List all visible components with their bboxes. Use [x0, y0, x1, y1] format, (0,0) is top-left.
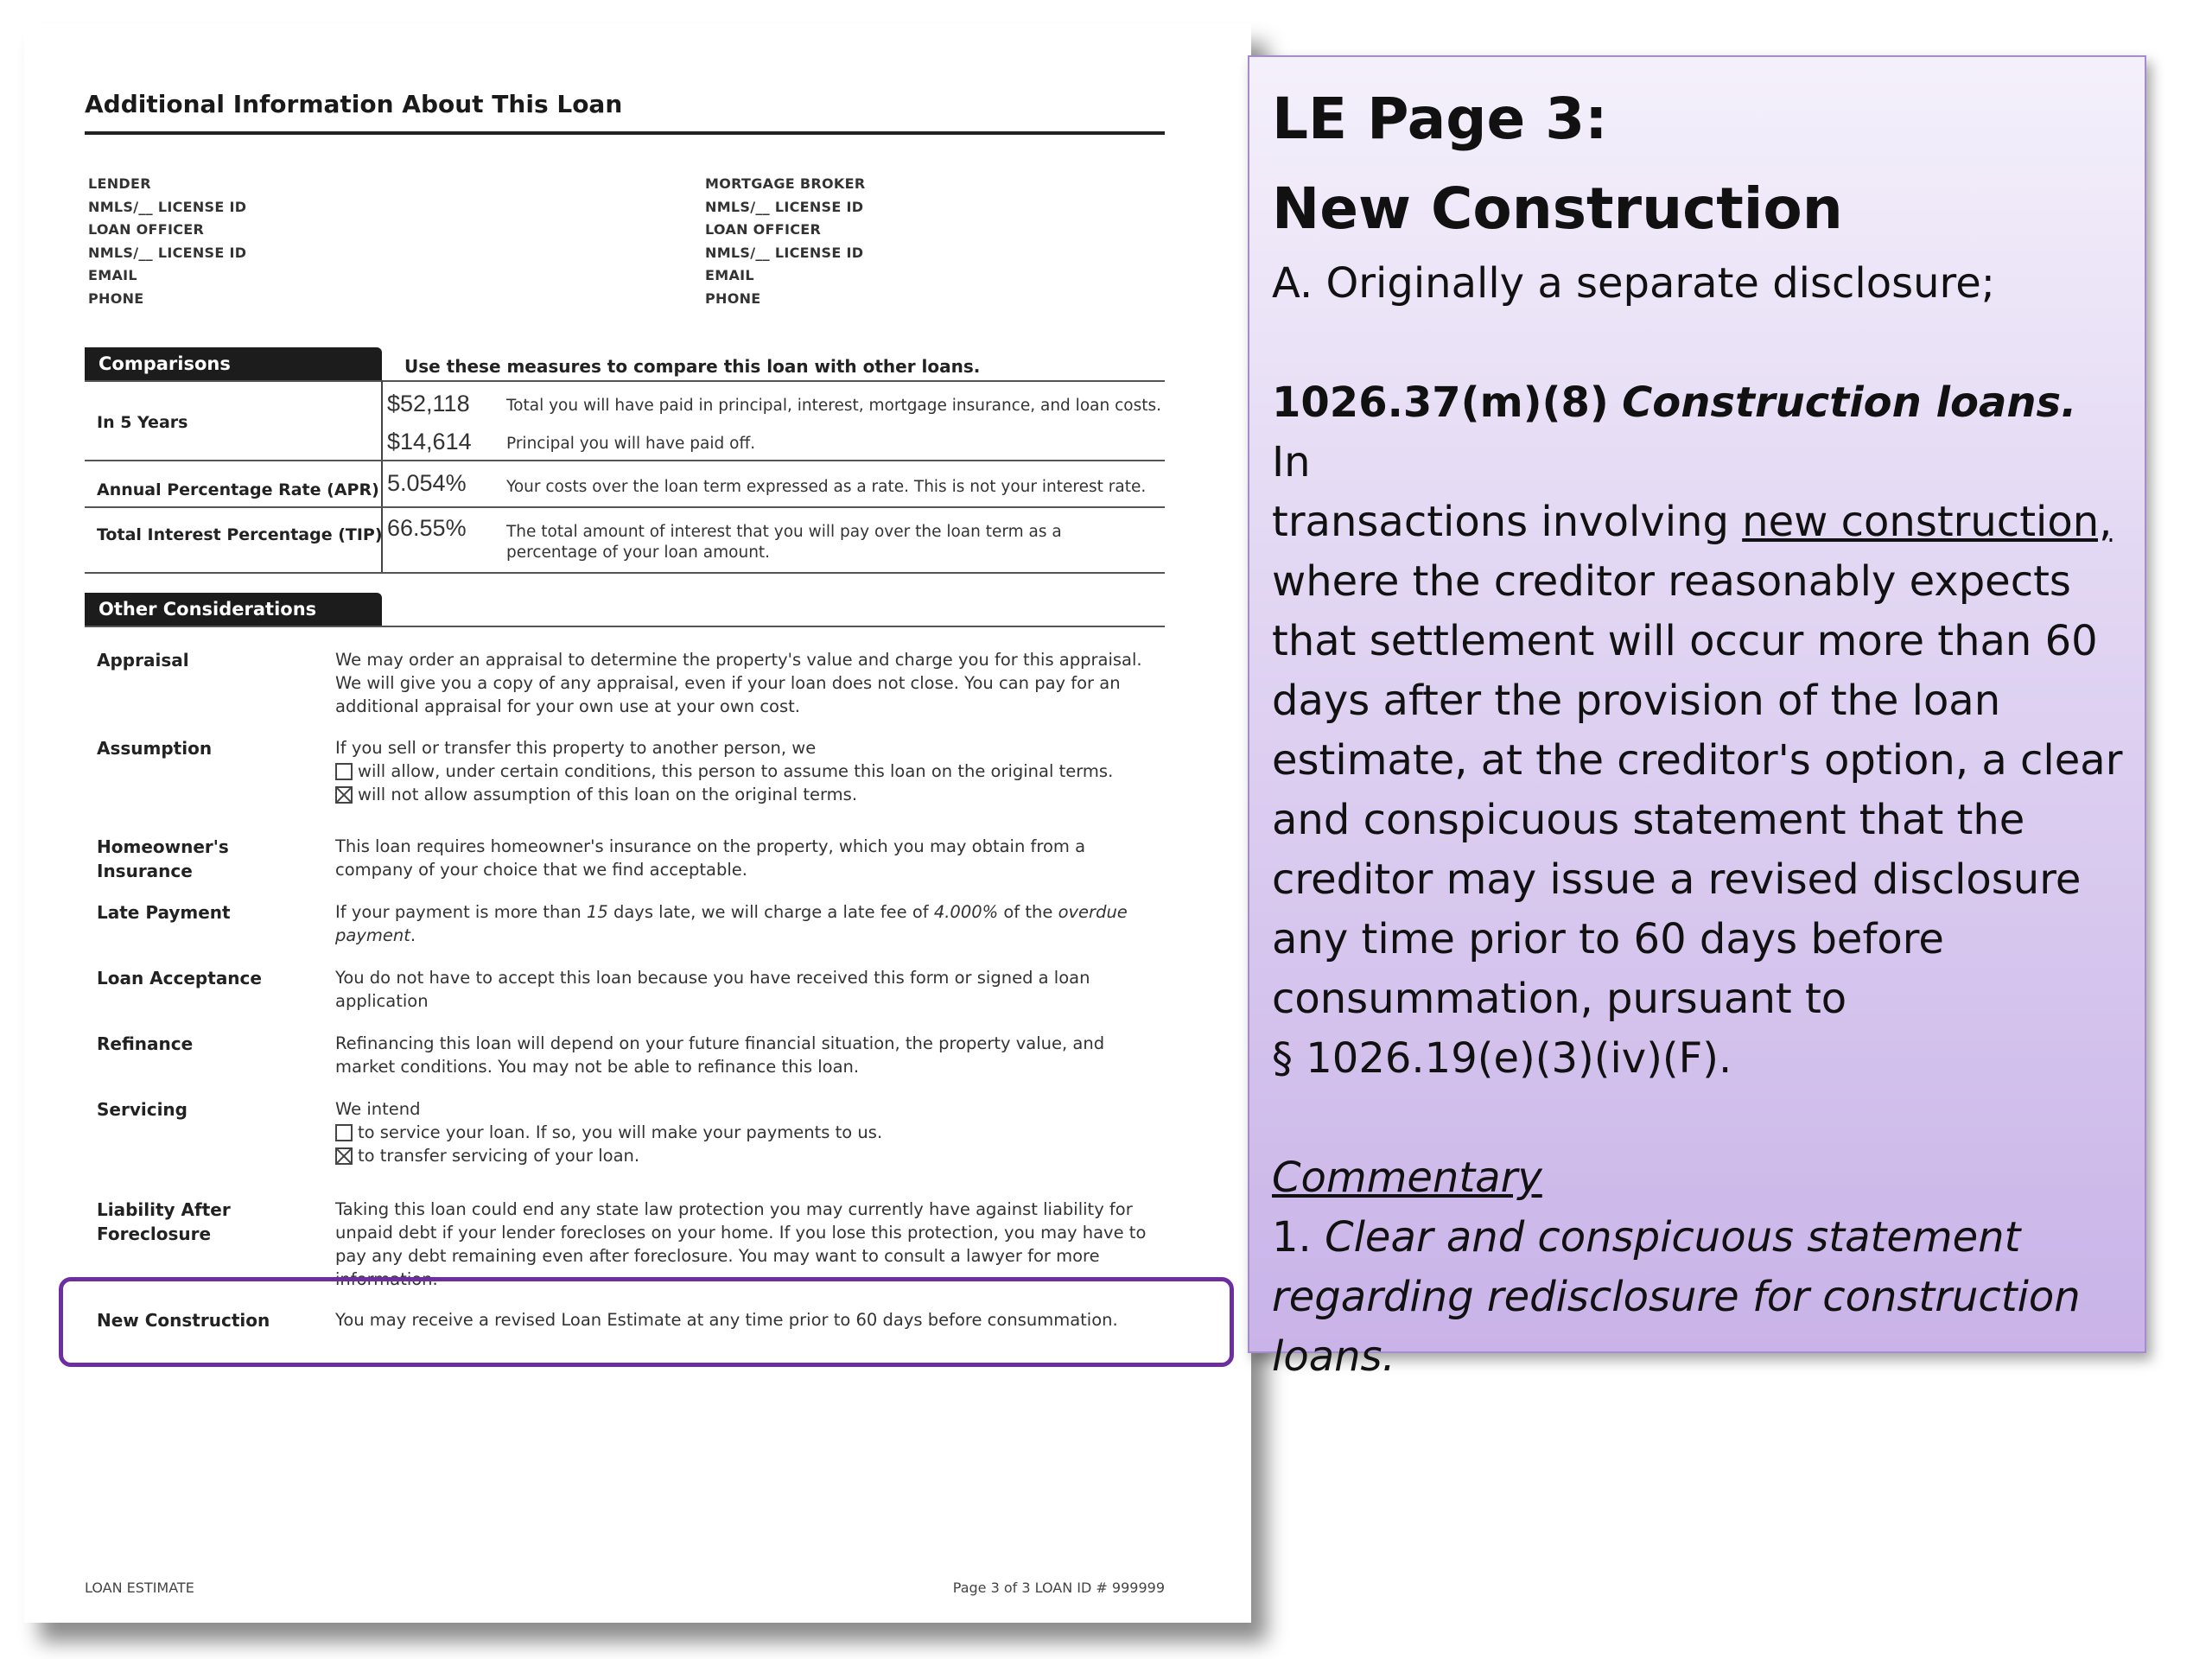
regulation-line [1272, 373, 2127, 493]
tip-value: 66.55% [387, 515, 467, 541]
late-payment-text [335, 900, 1147, 947]
tip-desc: The total amount of interest that you will pay over the loan term as a percentage of your loan amount. [506, 523, 1062, 562]
contact-loan-officer: LOAN OFFICER [705, 221, 822, 238]
checked-box-icon [335, 786, 353, 804]
regulation-citation: 1026.37(m)(8) [1272, 378, 1609, 427]
contact-nmls: NMLS/__ LICENSE ID [705, 244, 864, 261]
assumption-intro: If you sell or transfer this property to another person, we [335, 738, 817, 758]
in-5-years-label: In 5 Years [97, 413, 188, 432]
page-title: Additional Information About This Loan [85, 90, 623, 118]
loan-estimate-page [24, 24, 1251, 1623]
late-payment-label: Late Payment [97, 902, 231, 923]
late-payment-overdue: overdue payment [335, 902, 1128, 945]
commentary-line: loans. [1272, 1332, 1395, 1381]
late-payment-fee: 4.000% [933, 902, 999, 922]
row-divider [85, 506, 1165, 508]
title-divider [85, 131, 1165, 135]
checked-box-icon [335, 1147, 353, 1165]
regulation-line: that settlement will occur more than 60 [1272, 617, 2098, 665]
panel-heading-topic: New Construction [1272, 175, 1843, 242]
regulation-line: creditor may issue a revised disclosure [1272, 855, 2082, 904]
late-payment-text-part: days late, we will charge a late fee of [607, 902, 934, 922]
servicing-option-transfer [335, 1144, 1147, 1167]
commentary-line [1272, 1208, 2127, 1268]
explanation-panel [1248, 55, 2146, 1381]
servicing-option-transfer-text: to transfer servicing of your loan. [358, 1146, 640, 1166]
regulation-line [1272, 493, 2127, 552]
loan-acceptance-label: Loan Acceptance [97, 968, 262, 988]
contact-nmls: NMLS/__ LICENSE ID [88, 198, 247, 215]
in-5-years-principal-value: $14,614 [387, 429, 472, 454]
comparisons-rule [85, 380, 1165, 382]
contact-phone: PHONE [705, 289, 761, 307]
regulation-text: transactions involving [1272, 498, 1743, 546]
servicing-option-service [335, 1121, 1147, 1144]
comparisons-column-divider [381, 380, 383, 574]
other-considerations-rule [85, 626, 1165, 627]
regulation-line: and conspicuous statement that the [1272, 796, 2025, 844]
point-a: A. Originally a separate disclosure; [1272, 259, 1995, 308]
servicing-intro: We intend [335, 1099, 421, 1119]
servicing-label: Servicing [97, 1099, 188, 1120]
apr-desc: Your costs over the loan term expressed as a rate. This is not your interest rate. [506, 478, 1147, 496]
assumption-option-not-allow [335, 783, 1147, 806]
in-5-years-total-value: $52,118 [387, 391, 470, 416]
loan-acceptance-text: You do not have to accept this loan because you have received this form or signed a loan application [335, 968, 1090, 1011]
panel-heading-page: LE Page 3: [1272, 86, 1608, 152]
regulation-line: where the creditor reasonably expects [1272, 557, 2071, 606]
commentary-heading: Commentary [1272, 1154, 1542, 1202]
late-payment-text-part: If your payment is more than [335, 902, 587, 922]
liability-after-foreclosure-text: Taking this loan could end any state law protection you may currently have against liability for unpaid debt if your lender forecloses on your home. If you lose this protection, you may have to pay any debt remaining even after foreclosure. You may want to consult a lawyer for more information. [335, 1199, 1147, 1289]
regulation-line: consummation, pursuant to [1272, 975, 1847, 1023]
lender-contacts [88, 173, 246, 310]
new-construction-label: New Construction [97, 1310, 270, 1331]
regulation-title: Construction loans. [1622, 378, 2077, 427]
unchecked-box-icon [335, 1124, 353, 1141]
explanation-content [1272, 74, 2127, 1387]
contact-email: EMAIL [705, 267, 754, 283]
spacer [1272, 314, 2127, 373]
contact-lender: LENDER [88, 175, 151, 192]
contact-phone: PHONE [88, 289, 144, 307]
homeowners-insurance-label: Homeowner's Insurance [97, 836, 229, 881]
footer-form-name: LOAN ESTIMATE [85, 1580, 194, 1596]
commentary-line: regarding redisclosure for construction [1272, 1273, 2081, 1321]
assumption-option-allow-text: will allow, under certain conditions, this person to assume this loan on the original terms. [358, 761, 1114, 781]
regulation-underlined-text: new construction, [1742, 498, 2113, 546]
regulation-line: any time prior to 60 days before [1272, 915, 1944, 963]
footer-page-number: Page 3 of 3 LOAN ID # 999999 [952, 1580, 1165, 1596]
tip-label: Total Interest Percentage (TIP) [97, 525, 383, 544]
servicing-text [335, 1097, 1147, 1167]
apr-label: Annual Percentage Rate (APR) [97, 480, 379, 499]
homeowners-insurance-text: This loan requires homeowner's insurance on the property, which you may obtain from a company of your choice that we find acceptable. [335, 836, 1086, 880]
commentary-number: 1. [1272, 1213, 1325, 1262]
broker-contacts [705, 173, 865, 310]
late-payment-text-part: of the [998, 902, 1058, 922]
liability-after-foreclosure-label: Liability After Foreclosure [97, 1199, 231, 1244]
regulation-text: In [1272, 438, 1311, 486]
new-construction-highlight [59, 1277, 1234, 1367]
contact-loan-officer: LOAN OFFICER [88, 221, 205, 238]
refinance-text: Refinancing this loan will depend on your future financial situation, the property value, and market conditions. You may not be able to refinance this loan. [335, 1033, 1105, 1077]
in-5-years-total-desc: Total you will have paid in principal, interest, mortgage insurance, and loan costs. [506, 397, 1161, 415]
other-considerations-header: Other Considerations [85, 593, 382, 626]
in-5-years-principal-desc: Principal you will have paid off. [506, 435, 756, 453]
assumption-label: Assumption [97, 738, 213, 759]
unchecked-box-icon [335, 763, 353, 780]
contact-nmls: NMLS/__ LICENSE ID [88, 244, 247, 261]
contact-mortgage-broker: MORTGAGE BROKER [705, 175, 866, 192]
contact-nmls: NMLS/__ LICENSE ID [705, 198, 864, 215]
refinance-label: Refinance [97, 1033, 194, 1054]
apr-value: 5.054% [387, 470, 467, 496]
spacer [1272, 1089, 2127, 1148]
comparisons-note: Use these measures to compare this loan with other loans. [404, 356, 981, 377]
regulation-line: estimate, at the creditor's option, a clear [1272, 736, 2123, 785]
late-payment-text-part: . [410, 925, 416, 945]
comparisons-header: Comparisons [85, 347, 382, 380]
assumption-option-allow [335, 760, 1147, 783]
new-construction-text: You may receive a revised Loan Estimate at any time prior to 60 days before consummation. [335, 1310, 1118, 1330]
servicing-option-service-text: to service your loan. If so, you will make your payments to us. [358, 1122, 883, 1142]
appraisal-text: We may order an appraisal to determine the property's value and charge you for this appraisal. We will give you a copy of any appraisal, even if your loan does not close. You can pay for an additional appraisal for your own use at your own cost. [335, 650, 1142, 716]
commentary-text: Clear and conspicuous statement [1325, 1213, 2021, 1262]
appraisal-label: Appraisal [97, 650, 189, 671]
assumption-option-not-allow-text: will not allow assumption of this loan on the original terms. [358, 785, 858, 804]
row-divider [85, 572, 1165, 574]
regulation-line: days after the provision of the loan [1272, 677, 2001, 725]
late-payment-days: 15 [586, 902, 608, 922]
regulation-line: § 1026.19(e)(3)(iv)(F). [1272, 1034, 1732, 1083]
assumption-text [335, 736, 1147, 806]
contact-email: EMAIL [88, 267, 137, 283]
row-divider [85, 460, 1165, 461]
